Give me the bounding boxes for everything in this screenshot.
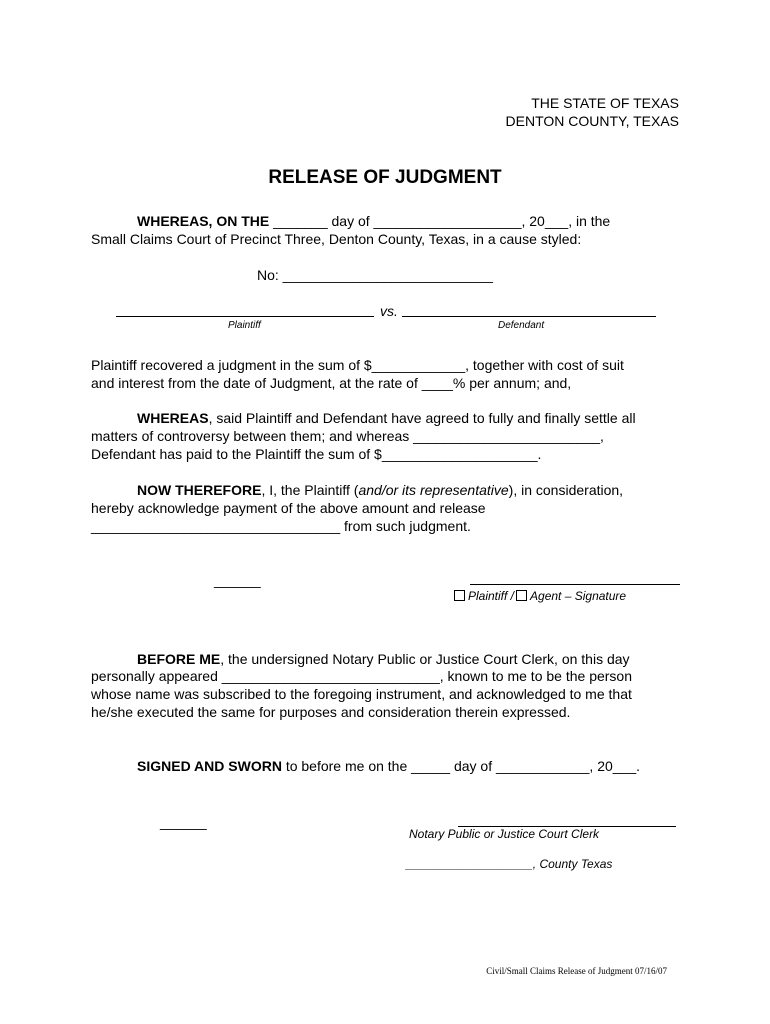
whereas-settle-text: , said Plaintiff and Defendant have agreed to fully and finally settle all [208,410,636,426]
before-me-line-2: personally appeared ____________________________, known to me to be the person [91,668,632,684]
case-number: No: ___________________________ [257,267,493,283]
signature-line [470,584,680,585]
agent-checkbox[interactable] [516,590,527,601]
versus-label: vs. [380,303,398,319]
form-footer: Civil/Small Claims Release of Judgment 07/16/07 [486,966,667,976]
therefore-line-3: ________________________________ from such judgment. [91,518,471,534]
defendant-caption: Defendant [498,320,545,331]
before-me-text: , the undersigned Notary Public or Justice Court Clerk, on this day [220,651,630,667]
recovered-line-2: and interest from the date of Judgment, at the rate of ____% per annum; and, [91,375,572,391]
representative-italic: and/or its representative [358,482,509,498]
plaintiff-name-line [116,316,374,317]
header-state: THE STATE OF TEXAS [531,95,679,111]
notary-caption: Notary Public or Justice Court Clerk [409,827,600,841]
header-county: DENTON COUNTY, TEXAS [505,113,679,129]
therefore-line-2: hereby acknowledge payment of the above amount and release [91,500,486,516]
signed-sworn-label: SIGNED AND SWORN [137,758,282,774]
recovered-line-1: Plaintiff recovered a judgment in the sum of $____________, together with cost of suit [91,357,624,373]
therefore-line-1 [137,481,623,499]
defendant-name-line [402,316,656,317]
document-title: RELEASE OF JUDGMENT [268,167,502,188]
whereas-date-text: _______ day of ___________________, 20___, in the [269,213,611,229]
whereas-paragraph-1-line-2: Small Claims Court of Precinct Three, Denton County, Texas, in a cause styled: [91,231,582,247]
before-me-line-3: whose name was subscribed to the foregoing instrument, and acknowledged to me that [91,686,632,702]
before-me-line-4: he/she executed the same for purposes and consideration therein expressed. [91,704,571,720]
signature-caption [454,589,626,603]
notary-county: ___________________, County Texas [406,857,613,871]
therefore-text-a: , I, the Plaintiff ( [261,482,359,498]
signed-sworn-line [137,757,640,775]
signed-sworn-text: to before me on the _____ day of ____________, 20___. [281,758,641,774]
whereas-on-the-label: WHEREAS, ON THE [137,213,270,229]
before-me-line-1 [137,650,630,668]
plaintiff-option-label: Plaintiff / [468,589,515,603]
whereas-label: WHEREAS [137,410,209,426]
whereas-paragraph-1-line-1 [137,212,610,230]
whereas-paragraph-2-line-2: matters of controversy between them; and whereas ________________________, [91,428,604,444]
whereas-paragraph-2-line-3: Defendant has paid to the Plaintiff the sum of $____________________. [91,446,542,462]
whereas-paragraph-2-line-1 [137,409,636,427]
signature-date-blank: ______ [214,572,261,588]
agent-option-label: Agent – Signature [530,589,627,603]
before-me-label: BEFORE ME [137,651,221,667]
plaintiff-checkbox[interactable] [454,590,465,601]
therefore-text-b: ), in consideration, [508,482,624,498]
plaintiff-caption: Plaintiff [228,320,261,331]
now-therefore-label: NOW THEREFORE [137,482,262,498]
notary-date-blank: ______ [160,814,207,830]
